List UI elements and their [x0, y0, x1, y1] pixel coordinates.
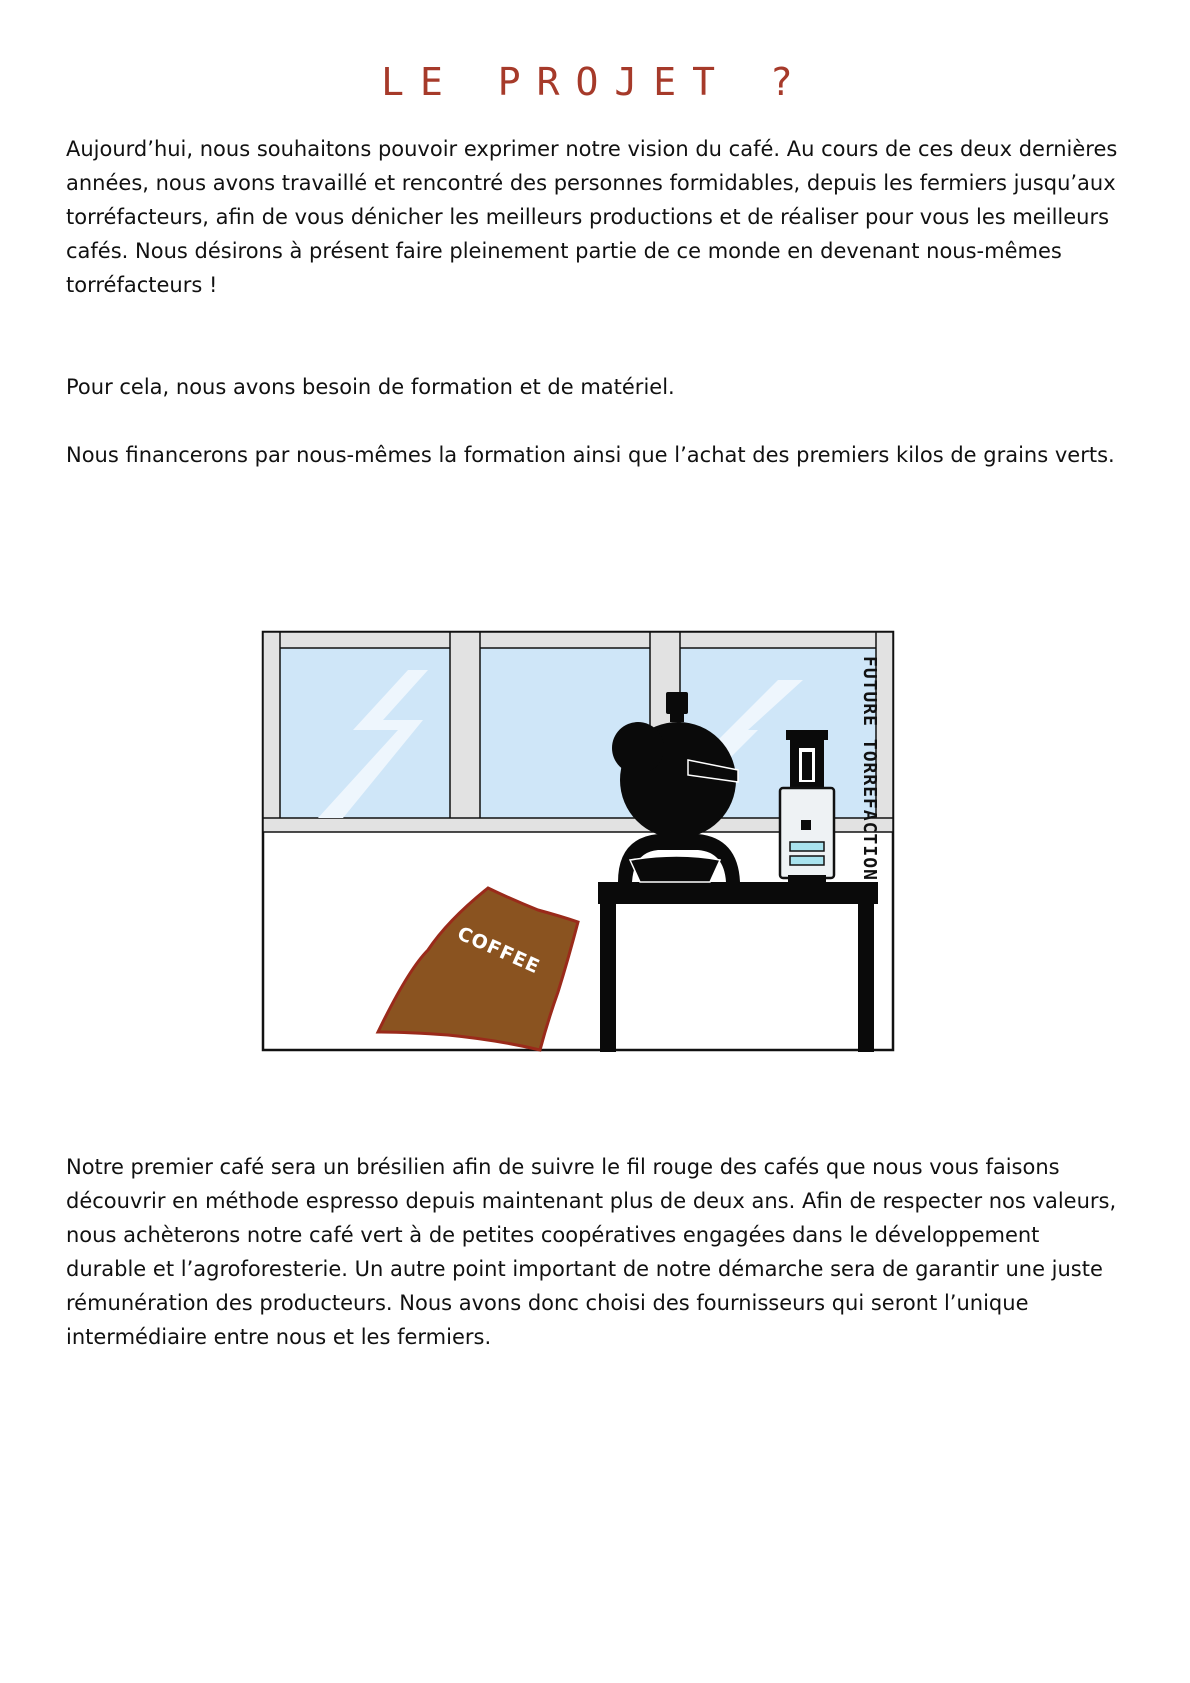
intro-paragraph: Aujourd’hui, nous souhaitons pouvoir exprimer notre vision du café. Au cours de ces deux dernières années, nous avons travaillé et rencontré des personnes formidables, depuis les fermiers jusqu’aux torréfacteurs, afin de vous dénicher les meilleurs productions et de réaliser pour vous les meilleurs cafés. Nous désirons à présent faire pleinement partie de ce monde en devenant nous-mêmes torréfacteurs ! [66, 137, 1118, 297]
funding-paragraph: Nous financerons par nous-mêmes la formation ainsi que l’achat des premiers kilos de grains verts. [66, 443, 1115, 467]
page-title: LE PROJET ? [381, 60, 809, 104]
first-coffee-paragraph: Notre premier café sera un brésilien afin de suivre le fil rouge des cafés que nous vous faisons découvrir en méthode espresso depuis maintenant plus de deux ans. Afin de respecter nos valeurs, nous achèterons notre café vert à de petites coopératives engagées dans le développement durable et l’agroforesterie. Un autre point important de notre démarche sera de garantir une juste rémunération des producteurs. Nous avons donc choisi des fournisseurs qui seront l’unique intermédiaire entre nous et les fermiers. [66, 1155, 1117, 1349]
future-torrefaction-label: FUTURE TORREFACTION [859, 656, 880, 881]
roastery-illustration [258, 620, 930, 1060]
coffee-bag-label: COFFEE [453, 922, 544, 979]
needs-paragraph: Pour cela, nous avons besoin de formation et de matériel. [66, 375, 675, 399]
